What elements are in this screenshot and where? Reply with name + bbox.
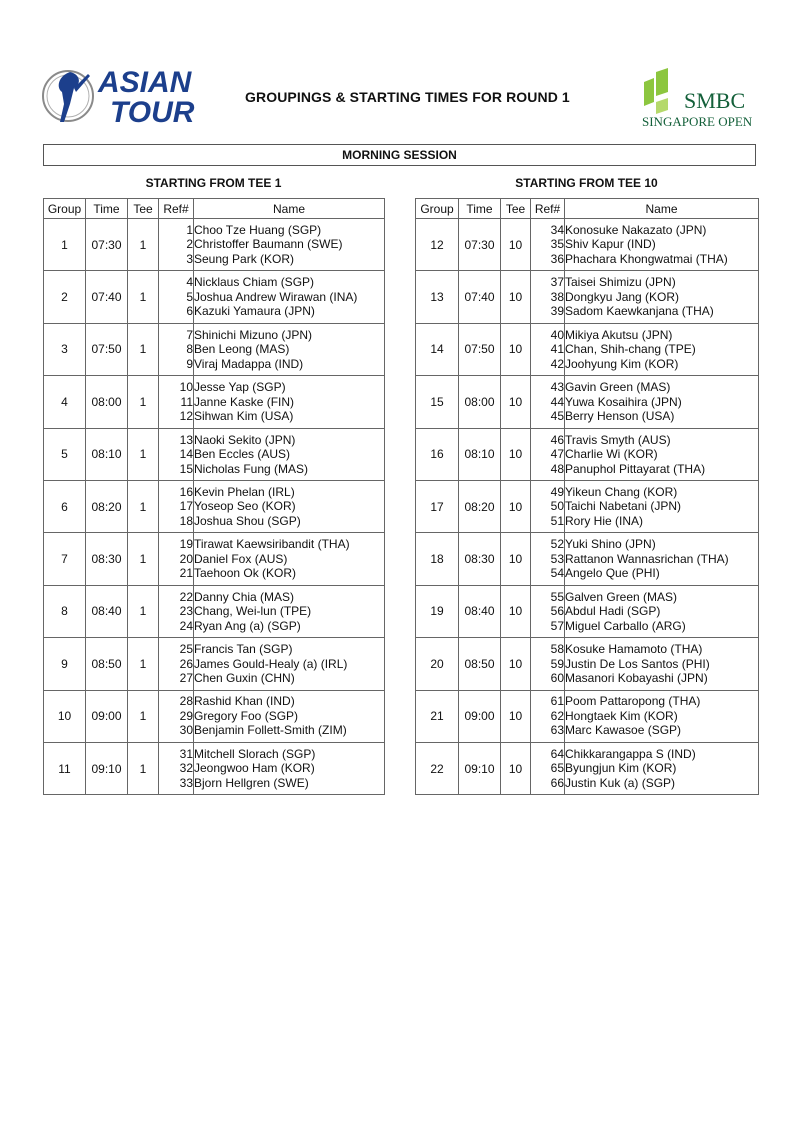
ref-number: 58: [550, 642, 564, 657]
player-name: Gavin Green (MAS): [565, 380, 671, 395]
player-name: Chang, Wei-lun (TPE): [194, 604, 312, 619]
player-name: Miguel Carballo (ARG): [565, 618, 686, 633]
ref-number: 55: [550, 589, 564, 604]
names-cell: [565, 690, 759, 742]
ref-number: 53: [550, 551, 564, 566]
player-name: Kosuke Hamamoto (THA): [565, 642, 703, 657]
tee-cell: 1: [128, 480, 159, 532]
player-name: Sihwan Kim (USA): [194, 409, 294, 424]
table-row: [416, 428, 759, 480]
time-cell: 09:10: [86, 742, 128, 794]
tee1-table: [43, 198, 385, 795]
tee-cell: 1: [128, 533, 159, 585]
ref-number: 3: [186, 251, 193, 266]
names-cell: [194, 480, 385, 532]
time-cell: 07:30: [86, 219, 128, 271]
ref-cell: [159, 376, 194, 428]
ref-cell: [531, 219, 565, 271]
player-name: Chikkarangappa S (IND): [565, 746, 696, 761]
group-cell: 16: [416, 428, 459, 480]
ref-number: 39: [550, 304, 564, 319]
player-name: Joshua Shou (SGP): [194, 513, 301, 528]
col-header-ref: Ref#: [159, 199, 194, 219]
player-name: Masanori Kobayashi (JPN): [565, 671, 708, 686]
table-row: [416, 585, 759, 637]
ref-cell: [159, 690, 194, 742]
ref-number: 7: [186, 327, 193, 342]
tee-cell: 10: [501, 480, 531, 532]
player-name: Chan, Shih-chang (TPE): [565, 342, 696, 357]
player-name: Christoffer Baumann (SWE): [194, 237, 343, 252]
ref-number: 61: [550, 694, 564, 709]
group-cell: 22: [416, 742, 459, 794]
ref-number: 37: [550, 275, 564, 290]
ref-number: 33: [179, 775, 193, 790]
ref-number: 51: [550, 513, 564, 528]
names-cell: [565, 376, 759, 428]
ref-number: 17: [179, 499, 193, 514]
names-cell: [194, 271, 385, 323]
names-cell: [194, 323, 385, 375]
ref-number: 36: [550, 251, 564, 266]
player-name: Nicholas Fung (MAS): [194, 461, 309, 476]
tee-cell: 10: [501, 585, 531, 637]
table-row: [44, 585, 385, 637]
player-name: Mikiya Akutsu (JPN): [565, 327, 673, 342]
group-cell: 17: [416, 480, 459, 532]
tee-cell: 10: [501, 428, 531, 480]
table-row: [44, 480, 385, 532]
ref-number: 16: [179, 484, 193, 499]
ref-number: 28: [179, 694, 193, 709]
ref-cell: [159, 271, 194, 323]
names-cell: [194, 219, 385, 271]
smbc-singapore-open-logo: [640, 66, 760, 130]
asian-tour-logo-line1: ASIAN: [98, 66, 192, 99]
player-name: Ben Leong (MAS): [194, 342, 290, 357]
ref-number: 24: [179, 618, 193, 633]
player-name: Kazuki Yamaura (JPN): [194, 304, 315, 319]
names-cell: [565, 271, 759, 323]
group-cell: 8: [44, 585, 86, 637]
time-cell: 07:50: [459, 323, 501, 375]
ref-number: 30: [179, 723, 193, 738]
ref-number: 1: [186, 222, 193, 237]
group-cell: 1: [44, 219, 86, 271]
names-cell: [565, 323, 759, 375]
ref-cell: [159, 323, 194, 375]
time-cell: 08:10: [459, 428, 501, 480]
names-cell: [565, 219, 759, 271]
group-cell: 20: [416, 638, 459, 690]
col-header-ref: Ref#: [531, 199, 565, 219]
player-name: Chen Guxin (CHN): [194, 671, 295, 686]
table-row: [44, 376, 385, 428]
player-name: Yuki Shino (JPN): [565, 537, 656, 552]
ref-number: 46: [550, 432, 564, 447]
table-row: [416, 638, 759, 690]
player-name: Taichi Nabetani (JPN): [565, 499, 682, 514]
ref-number: 48: [550, 461, 564, 476]
table-row: [44, 638, 385, 690]
smbc-logo-event: SINGAPORE OPEN: [642, 114, 753, 129]
table-row: [416, 480, 759, 532]
time-cell: 07:30: [459, 219, 501, 271]
player-name: Naoki Sekito (JPN): [194, 432, 296, 447]
player-name: Shinichi Mizuno (JPN): [194, 327, 313, 342]
time-cell: 08:40: [86, 585, 128, 637]
ref-number: 43: [550, 380, 564, 395]
names-cell: [565, 638, 759, 690]
player-name: Joshua Andrew Wirawan (INA): [194, 289, 358, 304]
ref-number: 35: [550, 237, 564, 252]
tee10-heading: STARTING FROM TEE 10: [515, 176, 658, 190]
ref-cell: [531, 376, 565, 428]
player-name: Byungjun Kim (KOR): [565, 761, 677, 776]
table-header-row: [44, 199, 385, 219]
ref-number: 42: [550, 356, 564, 371]
ref-cell: [531, 690, 565, 742]
ref-number: 34: [550, 222, 564, 237]
player-name: Shiv Kapur (IND): [565, 237, 656, 252]
ref-cell: [159, 219, 194, 271]
table-row: [416, 533, 759, 585]
time-cell: 08:50: [459, 638, 501, 690]
names-cell: [194, 638, 385, 690]
player-name: Justin De Los Santos (PHI): [565, 656, 710, 671]
ref-number: 11: [180, 394, 193, 409]
names-cell: [194, 428, 385, 480]
col-header-group: Group: [416, 199, 459, 219]
ref-number: 31: [179, 746, 193, 761]
player-name: Jesse Yap (SGP): [194, 380, 286, 395]
player-name: James Gould-Healy (a) (IRL): [194, 656, 348, 671]
ref-number: 54: [550, 566, 564, 581]
names-cell: [565, 533, 759, 585]
player-name: Joohyung Kim (KOR): [565, 356, 679, 371]
time-cell: 08:20: [86, 480, 128, 532]
player-name: Abdul Hadi (SGP): [565, 604, 661, 619]
col-header-group: Group: [44, 199, 86, 219]
tee1-heading: STARTING FROM TEE 1: [145, 176, 282, 190]
table-row: [44, 219, 385, 271]
col-header-name: Name: [194, 199, 385, 219]
ref-cell: [531, 428, 565, 480]
player-name: Benjamin Follett-Smith (ZIM): [194, 723, 347, 738]
table-row: [416, 219, 759, 271]
ref-number: 63: [550, 723, 564, 738]
ref-number: 62: [550, 708, 564, 723]
player-name: Galven Green (MAS): [565, 589, 678, 604]
time-cell: 08:00: [459, 376, 501, 428]
tee-cell: 10: [501, 271, 531, 323]
player-name: Ryan Ang (a) (SGP): [194, 618, 301, 633]
group-cell: 10: [44, 690, 86, 742]
player-name: Berry Henson (USA): [565, 409, 675, 424]
tee-cell: 10: [501, 638, 531, 690]
asian-tour-logo-line2: TOUR: [110, 96, 195, 129]
names-cell: [194, 533, 385, 585]
ref-number: 66: [550, 775, 564, 790]
col-header-tee: Tee: [501, 199, 531, 219]
ref-cell: [159, 585, 194, 637]
ref-cell: [531, 742, 565, 794]
ref-number: 23: [179, 604, 193, 619]
ref-number: 15: [179, 461, 193, 476]
names-cell: [194, 742, 385, 794]
col-header-tee: Tee: [128, 199, 159, 219]
ref-cell: [531, 585, 565, 637]
time-cell: 07:40: [459, 271, 501, 323]
names-cell: [194, 690, 385, 742]
group-cell: 13: [416, 271, 459, 323]
group-cell: 3: [44, 323, 86, 375]
col-header-time: Time: [459, 199, 501, 219]
tee-cell: 10: [501, 376, 531, 428]
player-name: Angelo Que (PHI): [565, 566, 660, 581]
ref-number: 21: [179, 566, 193, 581]
ref-number: 20: [179, 551, 193, 566]
tee-cell: 1: [128, 428, 159, 480]
tee-cell: 1: [128, 742, 159, 794]
ref-number: 38: [550, 289, 564, 304]
group-cell: 15: [416, 376, 459, 428]
player-name: Choo Tze Huang (SGP): [194, 222, 322, 237]
player-name: Yoseop Seo (KOR): [194, 499, 296, 514]
player-name: Tirawat Kaewsiribandit (THA): [194, 537, 350, 552]
ref-number: 47: [550, 447, 564, 461]
ref-number: 2: [186, 237, 193, 252]
names-cell: [565, 428, 759, 480]
ref-number: 60: [550, 671, 564, 686]
table-row: [44, 323, 385, 375]
player-name: Dongkyu Jang (KOR): [565, 289, 680, 304]
time-cell: 09:00: [86, 690, 128, 742]
player-name: Taehoon Ok (KOR): [194, 566, 297, 581]
names-cell: [194, 585, 385, 637]
table-row: [416, 323, 759, 375]
names-cell: [194, 376, 385, 428]
ref-number: 56: [550, 604, 564, 619]
time-cell: 08:40: [459, 585, 501, 637]
player-name: Mitchell Slorach (SGP): [194, 746, 316, 761]
time-cell: 09:00: [459, 690, 501, 742]
player-name: Jeongwoo Ham (KOR): [194, 761, 315, 776]
group-cell: 2: [44, 271, 86, 323]
ref-cell: [159, 533, 194, 585]
player-name: Daniel Fox (AUS): [194, 551, 288, 566]
ref-number: 4: [186, 275, 193, 290]
tee-cell: 10: [501, 323, 531, 375]
ref-number: 65: [550, 761, 564, 776]
asian-tour-logo: [40, 64, 225, 130]
time-cell: 07:50: [86, 323, 128, 375]
ref-cell: [531, 323, 565, 375]
player-name: Rattanon Wannasrichan (THA): [565, 551, 729, 566]
ref-number: 18: [179, 513, 193, 528]
ref-number: 44: [550, 394, 564, 409]
tee-cell: 1: [128, 638, 159, 690]
ref-number: 59: [550, 656, 564, 671]
tee-cell: 10: [501, 219, 531, 271]
ref-number: 5: [186, 289, 193, 304]
ref-cell: [531, 271, 565, 323]
group-cell: 14: [416, 323, 459, 375]
tee-cell: 10: [501, 533, 531, 585]
ref-number: 10: [179, 380, 193, 395]
group-cell: 5: [44, 428, 86, 480]
player-name: Justin Kuk (a) (SGP): [565, 775, 676, 790]
player-name: Bjorn Hellgren (SWE): [194, 775, 309, 790]
ref-number: 8: [186, 342, 193, 357]
ref-number: 14: [179, 447, 193, 461]
player-name: Phachara Khongwatmai (THA): [565, 251, 728, 266]
player-name: Sadom Kaewkanjana (THA): [565, 304, 714, 319]
group-cell: 9: [44, 638, 86, 690]
table-row: [44, 533, 385, 585]
player-name: Ben Eccles (AUS): [194, 447, 291, 461]
group-cell: 4: [44, 376, 86, 428]
player-name: Seung Park (KOR): [194, 251, 295, 266]
ref-number: 9: [186, 356, 193, 371]
player-name: Viraj Madappa (IND): [194, 356, 304, 371]
table-row: [416, 271, 759, 323]
player-name: Taisei Shimizu (JPN): [565, 275, 676, 290]
player-name: Francis Tan (SGP): [194, 642, 293, 657]
table-row: [44, 742, 385, 794]
ref-cell: [159, 638, 194, 690]
player-name: Rory Hie (INA): [565, 513, 644, 528]
tee-cell: 1: [128, 376, 159, 428]
ref-number: 27: [179, 671, 193, 686]
session-banner: MORNING SESSION: [43, 144, 756, 166]
ref-number: 64: [550, 746, 564, 761]
table-header-row: [416, 199, 759, 219]
ref-cell: [159, 480, 194, 532]
ref-number: 40: [550, 327, 564, 342]
player-name: Konosuke Nakazato (JPN): [565, 222, 707, 237]
smbc-logo-name: SMBC: [684, 88, 746, 113]
names-cell: [565, 585, 759, 637]
group-cell: 7: [44, 533, 86, 585]
time-cell: 08:50: [86, 638, 128, 690]
table-row: [44, 690, 385, 742]
time-cell: 08:20: [459, 480, 501, 532]
col-header-time: Time: [86, 199, 128, 219]
player-name: Poom Pattaropong (THA): [565, 694, 701, 709]
document-title: GROUPINGS & STARTING TIMES FOR ROUND 1: [245, 89, 570, 105]
tee10-table: [415, 198, 759, 795]
ref-number: 22: [179, 589, 193, 604]
player-name: Rashid Khan (IND): [194, 694, 295, 709]
table-row: [416, 690, 759, 742]
tee-cell: 1: [128, 690, 159, 742]
ref-number: 6: [186, 304, 193, 319]
ref-cell: [531, 533, 565, 585]
ref-number: 41: [550, 342, 564, 357]
ref-number: 19: [179, 537, 193, 552]
group-cell: 21: [416, 690, 459, 742]
tee-cell: 1: [128, 219, 159, 271]
names-cell: [565, 480, 759, 532]
ref-number: 25: [179, 642, 193, 657]
ref-number: 13: [179, 432, 193, 447]
player-name: Yikeun Chang (KOR): [565, 484, 678, 499]
ref-number: 26: [179, 656, 193, 671]
time-cell: 08:00: [86, 376, 128, 428]
time-cell: 09:10: [459, 742, 501, 794]
table-row: [416, 376, 759, 428]
player-name: Kevin Phelan (IRL): [194, 484, 295, 499]
tee-cell: 10: [501, 742, 531, 794]
group-cell: 11: [44, 742, 86, 794]
player-name: Travis Smyth (AUS): [565, 432, 671, 447]
tee-cell: 1: [128, 323, 159, 375]
group-cell: 19: [416, 585, 459, 637]
tee-cell: 1: [128, 585, 159, 637]
time-cell: 08:30: [86, 533, 128, 585]
ref-cell: [531, 638, 565, 690]
table-row: [44, 271, 385, 323]
ref-number: 29: [179, 708, 193, 723]
group-cell: 12: [416, 219, 459, 271]
ref-cell: [159, 742, 194, 794]
ref-cell: [531, 480, 565, 532]
ref-number: 49: [550, 484, 564, 499]
tee-cell: 1: [128, 271, 159, 323]
ref-number: 12: [179, 409, 193, 424]
player-name: Nicklaus Chiam (SGP): [194, 275, 315, 290]
player-name: Charlie Wi (KOR): [565, 447, 658, 461]
tee-cell: 10: [501, 690, 531, 742]
ref-cell: [159, 428, 194, 480]
player-name: Marc Kawasoe (SGP): [565, 723, 682, 738]
table-row: [44, 428, 385, 480]
player-name: Gregory Foo (SGP): [194, 708, 299, 723]
player-name: Panuphol Pittayarat (THA): [565, 461, 706, 476]
player-name: Janne Kaske (FIN): [194, 394, 295, 409]
time-cell: 07:40: [86, 271, 128, 323]
time-cell: 08:30: [459, 533, 501, 585]
time-cell: 08:10: [86, 428, 128, 480]
col-header-name: Name: [565, 199, 759, 219]
ref-number: 57: [550, 618, 564, 633]
ref-number: 50: [550, 499, 564, 514]
player-name: Yuwa Kosaihira (JPN): [565, 394, 682, 409]
names-cell: [565, 742, 759, 794]
player-name: Danny Chia (MAS): [194, 589, 295, 604]
group-cell: 6: [44, 480, 86, 532]
ref-number: 32: [179, 761, 193, 776]
table-row: [416, 742, 759, 794]
ref-number: 45: [550, 409, 564, 424]
group-cell: 18: [416, 533, 459, 585]
player-name: Hongtaek Kim (KOR): [565, 708, 678, 723]
ref-number: 52: [550, 537, 564, 552]
